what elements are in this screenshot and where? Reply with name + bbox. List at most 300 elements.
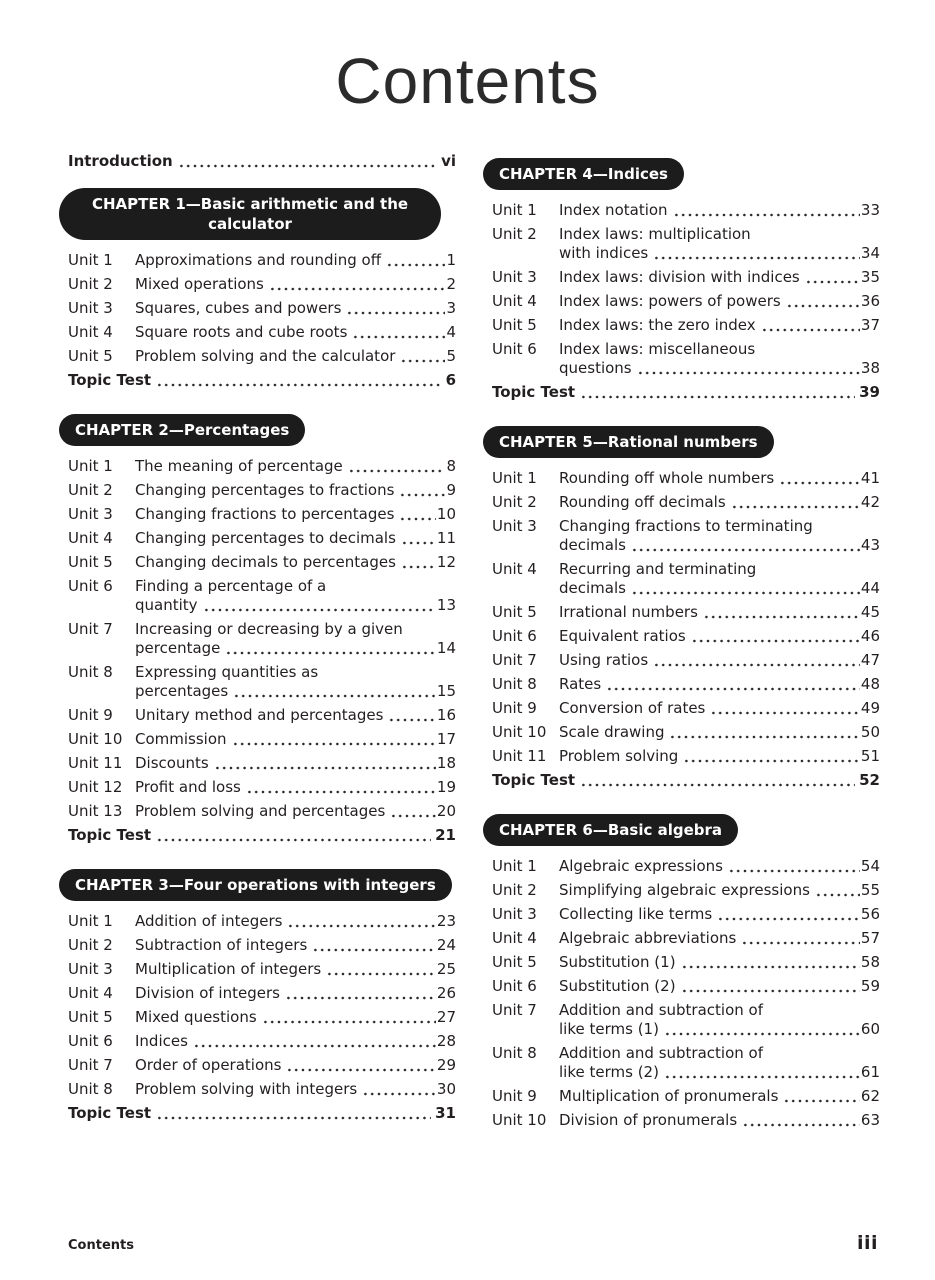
page-number: 44 <box>860 579 880 597</box>
entry-title: Problem solving with integers <box>135 1080 358 1098</box>
toc-entry <box>483 1111 880 1130</box>
page-number: 30 <box>436 1080 456 1098</box>
unit-label: Unit 1 <box>68 251 113 269</box>
page-number: 27 <box>436 1008 456 1026</box>
entry-title: like terms (2) <box>559 1063 659 1081</box>
dot-leader <box>283 984 436 1003</box>
unit-label: Unit 2 <box>68 275 113 293</box>
chapter-section <box>483 814 880 1130</box>
toc-entry <box>59 481 456 500</box>
dot-leader <box>629 579 860 598</box>
page-number: 26 <box>436 984 456 1002</box>
entry-title: Problem solving <box>559 747 679 765</box>
toc-entry <box>59 1008 456 1027</box>
entry-title: Rates <box>559 675 602 693</box>
topic-test-entry <box>59 826 456 845</box>
unit-label: Unit 3 <box>68 299 113 317</box>
entry-title: Approximations and rounding off <box>135 251 382 269</box>
chapter-entries <box>483 469 880 790</box>
unit-label: Unit 7 <box>68 620 113 638</box>
entry-title: Division of integers <box>135 984 280 1002</box>
dot-leader <box>813 881 860 900</box>
toc-entry <box>483 1044 880 1082</box>
page-number: 46 <box>860 627 880 645</box>
toc-entry <box>59 912 456 931</box>
entry-title: Squares, cubes and powers <box>135 299 342 317</box>
page-number: 42 <box>860 493 880 511</box>
unit-label: Unit 4 <box>492 292 537 310</box>
unit-label: Unit 3 <box>492 905 537 923</box>
chapter-heading: CHAPTER 1—Basic arithmetic and the calculator <box>91 195 409 233</box>
unit-label: Unit 1 <box>492 469 537 487</box>
page-number: 47 <box>860 651 880 669</box>
entry-title: Irrational numbers <box>559 603 698 621</box>
topic-test-page-number: 52 <box>859 771 880 789</box>
dot-leader <box>679 953 860 972</box>
footer-page-number: iii <box>856 1232 878 1254</box>
entry-body <box>559 517 880 555</box>
toc-entry <box>483 469 880 488</box>
toc-entry <box>59 299 456 318</box>
entry-body <box>559 316 880 335</box>
topic-test-entry <box>59 1104 456 1123</box>
entry-title: Problem solving and percentages <box>135 802 386 820</box>
entry-title: decimals <box>559 579 626 597</box>
entry-body <box>559 905 880 924</box>
entry-body <box>135 778 456 797</box>
toc-entry <box>59 620 456 658</box>
toc-entry <box>59 663 456 701</box>
toc-entry <box>483 225 880 263</box>
dot-leader <box>739 929 860 948</box>
entry-title: Index laws: powers of powers <box>559 292 781 310</box>
page-number: 36 <box>860 292 880 310</box>
entry-title: Indices <box>135 1032 188 1050</box>
unit-label: Unit 5 <box>68 553 113 571</box>
entry-title: Changing decimals to percentages <box>135 553 396 571</box>
entry-title: Algebraic abbreviations <box>559 929 737 947</box>
entry-body <box>559 857 880 876</box>
page-number: 3 <box>446 299 456 317</box>
page-number: 50 <box>860 723 880 741</box>
page-number: 45 <box>860 603 880 621</box>
toc-entry <box>59 1056 456 1075</box>
unit-label: Unit 2 <box>492 493 537 511</box>
dot-leader <box>399 553 436 572</box>
topic-test-label: Topic Test <box>492 771 576 789</box>
chapter-heading-pill <box>59 869 452 901</box>
entry-title-line: Increasing or decreasing by a given <box>135 620 403 638</box>
page-number: 56 <box>860 905 880 923</box>
unit-label: Unit 5 <box>68 347 113 365</box>
toc-entry <box>483 1087 880 1106</box>
page-number: 11 <box>436 529 456 547</box>
entry-title: Discounts <box>135 754 209 772</box>
toc-entry <box>483 292 880 311</box>
entry-title: Mixed questions <box>135 1008 257 1026</box>
entry-title: Index laws: division with indices <box>559 268 800 286</box>
entry-title: Index notation <box>559 201 668 219</box>
entry-body <box>559 201 880 220</box>
dot-leader <box>399 529 436 548</box>
toc-entry <box>59 960 456 979</box>
unit-label: Unit 6 <box>68 1032 113 1050</box>
page-number: 51 <box>860 747 880 765</box>
topic-test-page-number: 6 <box>445 371 456 389</box>
page-number: 25 <box>436 960 456 978</box>
page-number: 18 <box>436 754 456 772</box>
entry-body <box>559 493 880 512</box>
dot-leader <box>708 699 860 718</box>
dot-leader <box>285 912 435 931</box>
entry-body <box>135 323 456 342</box>
entry-body <box>135 663 456 701</box>
right-sections <box>483 158 880 1130</box>
dot-leader <box>784 292 860 311</box>
unit-label: Unit 6 <box>492 627 537 645</box>
page-number: 14 <box>436 639 456 657</box>
dot-leader <box>350 323 445 342</box>
unit-label: Unit 5 <box>492 603 537 621</box>
toc-entry <box>59 323 456 342</box>
entry-title: Multiplication of integers <box>135 960 322 978</box>
dot-leader <box>578 771 855 790</box>
unit-label: Unit 4 <box>492 929 537 947</box>
topic-test-entry <box>483 771 880 790</box>
page-number: 38 <box>860 359 880 377</box>
entry-title: Division of pronumerals <box>559 1111 738 1129</box>
footer-section-label: Contents <box>68 1238 134 1253</box>
entry-body <box>559 675 880 694</box>
unit-label: Unit 10 <box>492 723 547 741</box>
toc-entry <box>483 881 880 900</box>
page-number: 49 <box>860 699 880 717</box>
page-number: 13 <box>436 596 456 614</box>
entry-title: Changing percentages to decimals <box>135 529 396 547</box>
dot-leader <box>360 1080 436 1099</box>
intro-page-number: vi <box>441 152 456 170</box>
unit-label: Unit 10 <box>492 1111 547 1129</box>
toc-entry <box>483 1001 880 1039</box>
chapter-entries <box>59 457 456 845</box>
unit-label: Unit 7 <box>68 1056 113 1074</box>
chapter-section <box>59 414 456 845</box>
page-number: 61 <box>860 1063 880 1081</box>
dot-leader <box>397 481 445 500</box>
entry-title: with indices <box>559 244 649 262</box>
chapter-heading-pill <box>483 426 774 458</box>
entry-title: Square roots and cube roots <box>135 323 348 341</box>
toc-entry <box>59 706 456 725</box>
entry-title-line: Finding a percentage of a <box>135 577 327 595</box>
entry-title: Simplifying algebraic expressions <box>559 881 810 899</box>
toc-entry <box>483 723 880 742</box>
unit-label: Unit 4 <box>68 529 113 547</box>
dot-leader <box>397 505 436 524</box>
chapter-heading: CHAPTER 5—Rational numbers <box>499 433 758 451</box>
entry-body <box>135 553 456 572</box>
dot-leader <box>777 469 860 488</box>
unit-label: Unit 3 <box>68 505 113 523</box>
dot-leader <box>231 682 436 701</box>
entry-body <box>559 340 880 378</box>
dot-leader <box>759 316 860 335</box>
entry-body <box>135 1008 456 1027</box>
entry-body <box>559 723 880 742</box>
entry-body <box>135 457 456 476</box>
toc-entry <box>483 675 880 694</box>
chapter-section <box>483 426 880 790</box>
dot-leader <box>223 639 436 658</box>
entry-body <box>135 347 456 366</box>
unit-label: Unit 2 <box>68 481 113 499</box>
dot-leader <box>324 960 436 979</box>
toc-entry <box>59 553 456 572</box>
entry-title: Rounding off decimals <box>559 493 726 511</box>
toc-entry <box>483 201 880 220</box>
chapter-heading-pill <box>59 414 305 446</box>
toc-entry <box>483 977 880 996</box>
entry-body <box>135 529 456 548</box>
entry-title: Order of operations <box>135 1056 282 1074</box>
page-number: 59 <box>860 977 880 995</box>
page-number: 62 <box>860 1087 880 1105</box>
dot-leader <box>244 778 436 797</box>
entry-body <box>135 1080 456 1099</box>
dot-leader <box>212 754 436 773</box>
entry-body <box>135 802 456 821</box>
chapter-entries <box>59 251 456 390</box>
unit-label: Unit 2 <box>68 936 113 954</box>
intro-label: Introduction <box>68 152 173 170</box>
dot-leader <box>726 857 860 876</box>
page-title: Contents <box>335 45 600 117</box>
toc-entry <box>483 747 880 766</box>
topic-test-entry <box>483 383 880 402</box>
page-number: 28 <box>436 1032 456 1050</box>
page-number: 37 <box>860 316 880 334</box>
dot-leader <box>230 730 436 749</box>
entry-title: Index laws: the zero index <box>559 316 756 334</box>
page-number: 34 <box>860 244 880 262</box>
page-number: 4 <box>446 323 456 341</box>
entry-title: Profit and loss <box>135 778 241 796</box>
toc-entry <box>483 929 880 948</box>
entry-body <box>559 699 880 718</box>
entry-body <box>559 1044 880 1082</box>
dot-leader <box>154 371 442 390</box>
entry-title: decimals <box>559 536 626 554</box>
topic-test-label: Topic Test <box>68 1104 152 1122</box>
toc-entry <box>59 251 456 270</box>
page-footer <box>68 1232 878 1254</box>
toc-entry <box>483 560 880 598</box>
entry-body <box>135 275 456 294</box>
dot-leader <box>201 596 436 615</box>
dot-leader <box>310 936 436 955</box>
left-sections <box>59 188 456 1123</box>
page-number: 29 <box>436 1056 456 1074</box>
toc-entry <box>59 529 456 548</box>
entry-body <box>559 292 880 311</box>
entry-body <box>559 1087 880 1106</box>
chapter-entries <box>483 201 880 402</box>
toc-entry <box>483 651 880 670</box>
chapter-heading-pill <box>483 814 738 846</box>
unit-label: Unit 8 <box>68 663 113 681</box>
entry-body <box>559 1001 880 1039</box>
dot-leader <box>346 457 446 476</box>
unit-label: Unit 2 <box>492 225 537 243</box>
dot-leader <box>154 1104 431 1123</box>
entry-body <box>135 936 456 955</box>
right-column <box>483 152 880 1154</box>
chapter-heading: CHAPTER 4—Indices <box>499 165 668 183</box>
page-number: 9 <box>446 481 456 499</box>
entry-title: Substitution (1) <box>559 953 676 971</box>
entry-body <box>135 481 456 500</box>
entry-body <box>135 299 456 318</box>
topic-test-label: Topic Test <box>68 826 152 844</box>
unit-label: Unit 2 <box>492 881 537 899</box>
entry-title: quantity <box>135 596 198 614</box>
toc-entry <box>59 505 456 524</box>
toc-entry <box>59 457 456 476</box>
chapter-heading: CHAPTER 2—Percentages <box>75 421 290 439</box>
unit-label: Unit 6 <box>68 577 113 595</box>
toc-entry <box>59 347 456 366</box>
page-number: 57 <box>860 929 880 947</box>
toc-entry <box>483 953 880 972</box>
entry-title: percentage <box>135 639 221 657</box>
entry-title: Equivalent ratios <box>559 627 686 645</box>
page-number: 23 <box>436 912 456 930</box>
unit-label: Unit 9 <box>492 1087 537 1105</box>
toc-entry <box>59 1032 456 1051</box>
entry-body <box>559 929 880 948</box>
toc-entry <box>483 268 880 287</box>
chapter-heading-pill <box>483 158 684 190</box>
unit-label: Unit 4 <box>68 323 113 341</box>
chapter-section <box>59 869 456 1123</box>
toc-entry <box>483 517 880 555</box>
entry-title: Mixed operations <box>135 275 264 293</box>
dot-leader <box>260 1008 436 1027</box>
unit-label: Unit 8 <box>492 675 537 693</box>
dot-leader <box>679 977 860 996</box>
entry-body <box>559 560 880 598</box>
unit-label: Unit 6 <box>492 977 537 995</box>
entry-title: Subtraction of integers <box>135 936 308 954</box>
entry-title: percentages <box>135 682 229 700</box>
toc-entry <box>59 984 456 1003</box>
page-number: 54 <box>860 857 880 875</box>
entry-title: Conversion of rates <box>559 699 706 717</box>
dot-leader <box>267 275 446 294</box>
toc-entry <box>483 316 880 335</box>
dot-leader <box>781 1087 859 1106</box>
page-number: 10 <box>436 505 456 523</box>
chapter-heading: CHAPTER 6—Basic algebra <box>499 821 723 839</box>
entry-body <box>135 984 456 1003</box>
unit-label: Unit 9 <box>68 706 113 724</box>
entry-title-line: Index laws: multiplication <box>559 225 751 243</box>
topic-test-label: Topic Test <box>492 383 576 401</box>
entry-title: Problem solving and the calculator <box>135 347 396 365</box>
unit-label: Unit 12 <box>68 778 123 796</box>
toc-entry <box>483 627 880 646</box>
dot-leader <box>729 493 860 512</box>
toc-entry <box>59 802 456 821</box>
topic-test-page-number: 21 <box>435 826 456 844</box>
unit-label: Unit 1 <box>492 857 537 875</box>
entry-title-line: Changing fractions to terminating <box>559 517 813 535</box>
left-column <box>59 152 456 1154</box>
topic-test-page-number: 39 <box>859 383 880 401</box>
dot-leader <box>651 244 860 263</box>
dot-leader <box>740 1111 860 1130</box>
page-number: 19 <box>436 778 456 796</box>
topic-test-page-number: 31 <box>435 1104 456 1122</box>
unit-label: Unit 10 <box>68 730 123 748</box>
chapter-heading-pill <box>59 188 441 240</box>
entry-title: Scale drawing <box>559 723 665 741</box>
entry-body <box>559 627 880 646</box>
page-number: 5 <box>446 347 456 365</box>
toc-entry <box>483 699 880 718</box>
entry-body <box>559 225 880 263</box>
unit-label: Unit 1 <box>492 201 537 219</box>
dot-leader <box>176 152 437 171</box>
dot-leader <box>689 627 860 646</box>
entry-body <box>135 960 456 979</box>
entry-body <box>135 754 456 773</box>
unit-label: Unit 5 <box>492 953 537 971</box>
entry-body <box>559 953 880 972</box>
entry-body <box>135 251 456 270</box>
entry-body <box>135 1032 456 1051</box>
entry-title: Unitary method and percentages <box>135 706 384 724</box>
entry-title: Changing percentages to fractions <box>135 481 395 499</box>
dot-leader <box>578 383 855 402</box>
unit-label: Unit 3 <box>492 268 537 286</box>
toc-entry <box>59 1080 456 1099</box>
entry-title: Substitution (2) <box>559 977 676 995</box>
dot-leader <box>284 1056 435 1075</box>
entry-title-line: Expressing quantities as <box>135 663 319 681</box>
dot-leader <box>662 1020 860 1039</box>
page-number: 60 <box>860 1020 880 1038</box>
toc-entry <box>59 778 456 797</box>
chapter-entries <box>483 857 880 1130</box>
unit-label: Unit 4 <box>492 560 537 578</box>
entry-title: like terms (1) <box>559 1020 659 1038</box>
chapter-entries <box>59 912 456 1123</box>
page-number: 12 <box>436 553 456 571</box>
entry-title-line: Index laws: miscellaneous <box>559 340 756 358</box>
unit-label: Unit 13 <box>68 802 123 820</box>
toc-entry <box>483 493 880 512</box>
unit-label: Unit 7 <box>492 1001 537 1019</box>
page-number: 58 <box>860 953 880 971</box>
entry-title: Multiplication of pronumerals <box>559 1087 779 1105</box>
page-number: 63 <box>860 1111 880 1129</box>
dot-leader <box>667 723 859 742</box>
dot-leader <box>154 826 431 845</box>
toc-entry <box>483 340 880 378</box>
entry-body <box>559 747 880 766</box>
dot-leader <box>604 675 860 694</box>
